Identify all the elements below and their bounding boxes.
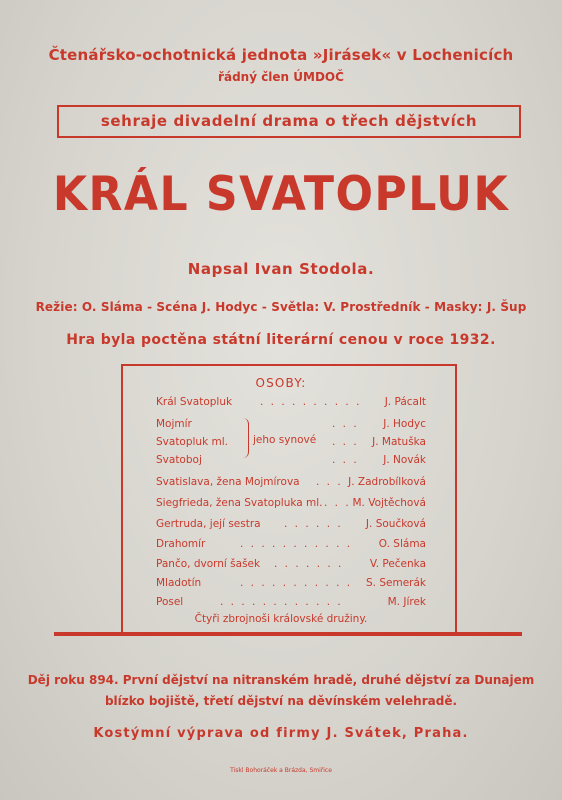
leader-dots: . . . . . . . . . . . xyxy=(240,538,353,550)
cast-row xyxy=(156,518,426,536)
printer-imprint: Tiskl Bohoráček a Brázda, Smiřice xyxy=(230,767,332,774)
cast-row xyxy=(156,558,426,576)
cast-row xyxy=(156,476,426,494)
award-note: Hra byla poctěna státní literární cenou v roce 1932. xyxy=(66,332,496,348)
leader-dots: . . . . . . xyxy=(284,518,343,530)
leader-dots: . . . xyxy=(332,418,359,430)
role-name: Pančo, dvorní šašek xyxy=(156,558,261,570)
actor-name: S. Semerák xyxy=(366,577,426,589)
divider-rule xyxy=(54,632,522,636)
play-title: KRÁL SVATOPLUK xyxy=(52,167,510,222)
performance-banner: sehraje divadelní drama o třech dějstvích xyxy=(57,105,521,138)
role-name: Mladotín xyxy=(156,577,202,589)
role-name: Svatopluk ml. xyxy=(156,436,228,448)
leader-dots: . . . . . . . . . . . xyxy=(240,577,353,589)
cast-row xyxy=(156,396,426,414)
actor-name: V. Pečenka xyxy=(369,558,426,570)
actor-name: J. Součková xyxy=(365,518,426,530)
actor-name: J. Zadrobílková xyxy=(348,476,426,488)
cast-row xyxy=(156,538,426,556)
leader-dots: . . . xyxy=(324,497,351,509)
organization-name: Čtenářsko-ochotnická jednota »Jirásek« v Lochenicích xyxy=(48,46,514,64)
sons-brace xyxy=(240,418,249,458)
cast-heading: OSOBY: xyxy=(255,376,307,390)
leader-dots: . . . xyxy=(332,436,359,448)
actor-name: J. Pácalt xyxy=(384,396,426,408)
author-line: Napsal Ivan Stodola. xyxy=(187,260,375,278)
cast-row xyxy=(156,596,426,614)
actor-name: J. Novák xyxy=(383,454,426,466)
actor-name: J. Hodyc xyxy=(383,418,426,430)
cast-row xyxy=(156,454,426,472)
leader-dots: . . . . . . . xyxy=(274,558,344,570)
role-name: Svatoboj xyxy=(156,454,202,466)
setting-line-1: Děj roku 894. První dějství na nitranském hradě, druhé dějství za Dunajem xyxy=(27,673,535,687)
actor-name: J. Matuška xyxy=(372,436,426,448)
costume-credit: Kostýmní výprava od firmy J. Svátek, Praha. xyxy=(93,726,469,741)
cast-footnote: Čtyři zbrojnoši královské družiny. xyxy=(194,613,368,625)
membership-note: řádný člen ÚMDOČ xyxy=(218,70,344,84)
cast-row xyxy=(156,577,426,595)
role-name: Král Svatopluk xyxy=(156,396,233,408)
actor-name: M. Jírek xyxy=(387,596,426,608)
actor-name: O. Sláma xyxy=(378,538,426,550)
leader-dots: . . . xyxy=(332,454,359,466)
leader-dots: . . . . . . . . . . xyxy=(260,396,362,408)
role-name: Posel xyxy=(156,596,184,608)
role-name: Gertruda, její sestra xyxy=(156,518,261,530)
role-name: Drahomír xyxy=(156,538,206,550)
role-name: Mojmír xyxy=(156,418,192,430)
setting-line-2: blízko bojiště, třetí dějství na děvínském velehradě. xyxy=(104,694,458,708)
sons-label: jeho synové xyxy=(253,434,317,446)
cast-row xyxy=(156,497,426,515)
leader-dots: . . . . . . . . . . . . xyxy=(220,596,343,608)
role-name: Svatislava, žena Mojmírova xyxy=(156,476,300,488)
production-credits: Režie: O. Sláma - Scéna J. Hodyc - Světla: V. Prostředník - Masky: J. Šup xyxy=(35,300,527,314)
actor-name: M. Vojtěchová xyxy=(352,497,426,509)
leader-dots: . . . xyxy=(316,476,343,488)
role-name: Siegfrieda, žena Svatopluka ml. xyxy=(156,497,323,509)
